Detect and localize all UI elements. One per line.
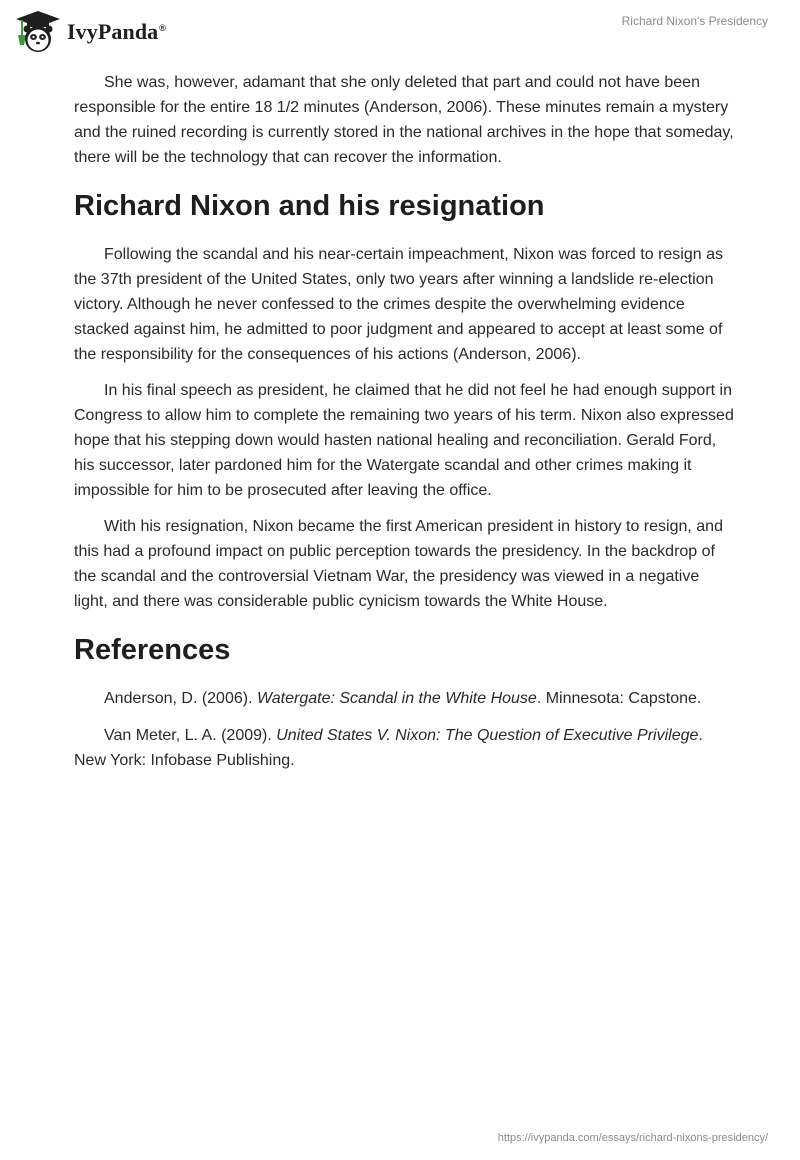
section-heading-references: References: [74, 634, 231, 666]
reference-item: [74, 723, 734, 773]
reference-author: Anderson, D. (2006).: [104, 690, 257, 707]
document-title: Richard Nixon's Presidency: [621, 14, 768, 28]
brand-name: IvyPanda®: [67, 19, 167, 44]
section-heading-resignation: Richard Nixon and his resignation: [74, 190, 545, 222]
reference-title: United States V. Nixon: The Question of Executive Privilege: [276, 727, 699, 744]
panda-graduate-icon: [14, 9, 62, 55]
source-url-link[interactable]: https://ivypanda.com/essays/richard-nixons-presidency/: [497, 1132, 768, 1144]
intro-paragraph: She was, however, adamant that she only deleted that part and could not have been responsible for the entire 18 1/2 minutes (Anderson, 2006). These minutes remain a mystery and the ruined recording is currently stored in the national archives in the hope that someday, there will be the technology that can recover the information.: [74, 74, 734, 166]
paragraph: Following the scandal and his near-certain impeachment, Nixon was forced to resign as the 37th president of the United States, only two years after winning a landslide re-election victory. Although he never confessed to the crimes despite the overwhelming evidence stacked against him, he admitted to poor judgment and appeared to accept at least some of the responsibility for the consequences of his actions (Anderson, 2006).: [74, 246, 723, 363]
essay-content: [74, 70, 734, 785]
reference-item: [74, 686, 734, 711]
paragraph: With his resignation, Nixon became the first American president in history to resign, and this had a profound impact on public perception towards the presidency. In the backdrop of the scandal and the controversial Vietnam War, the presidency was viewed in a negative light, and there was considerable public cynicism towards the White House.: [74, 518, 723, 610]
reference-publisher: . New York: Infobase Publishing.: [74, 727, 703, 769]
page-header: [0, 0, 800, 60]
reference-title: Watergate: Scandal in the White House: [256, 690, 537, 707]
ivypanda-logo[interactable]: [14, 9, 166, 55]
reference-publisher: . Minnesota: Capstone.: [536, 690, 702, 707]
reference-author: Van Meter, L. A. (2009).: [104, 727, 277, 744]
paragraph: In his final speech as president, he claimed that he did not feel he had enough support in Congress to allow him to complete the remaining two years of his term. Nixon also expressed hope that his stepping down would hasten national healing and reconciliation. Gerald Ford, his successor, later pardoned him for the Watergate scandal and other crimes making it impossible for him to be prosecuted after leaving the office.: [74, 382, 734, 499]
registered-mark: ®: [159, 22, 167, 33]
